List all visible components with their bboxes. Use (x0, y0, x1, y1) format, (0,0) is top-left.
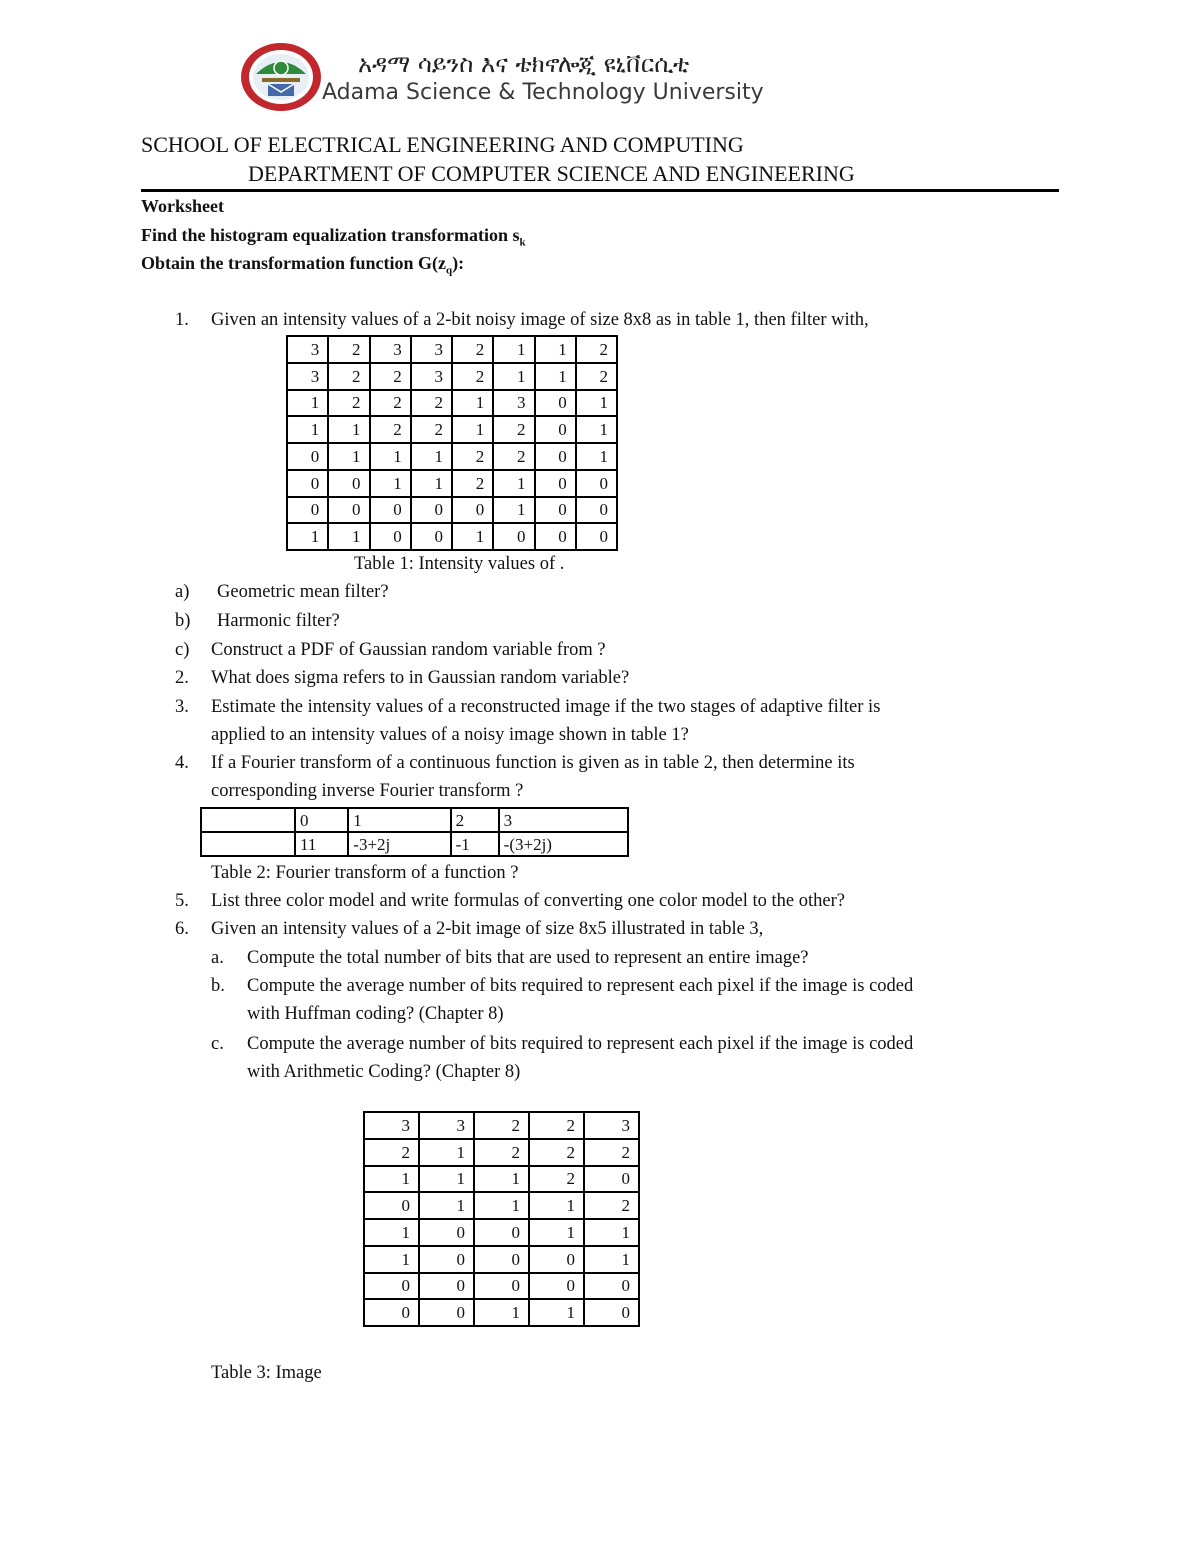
table-cell: 0 (370, 497, 411, 524)
table-cell: 3 (499, 808, 628, 832)
table-cell: 0 (529, 1246, 584, 1273)
table-3-caption: Table 3: Image (211, 1363, 322, 1383)
table-cell: 2 (451, 808, 499, 832)
table-cell: 2 (576, 363, 617, 390)
university-name-english: Adama Science & Technology University (322, 80, 764, 105)
table-cell: 2 (452, 336, 493, 363)
table-row (364, 1299, 639, 1326)
table-cell: 1 (452, 390, 493, 417)
table-cell: 2 (452, 363, 493, 390)
subquestion-a-text: Geometric mean filter? (217, 582, 389, 602)
table-cell: 1 (287, 390, 328, 417)
table-row (287, 443, 617, 470)
table-cell: 1 (370, 470, 411, 497)
question-1-text: Given an intensity values of a 2-bit noisy image of size 8x8 as in table 1, then filter with, (211, 310, 869, 330)
table-cell: 3 (370, 336, 411, 363)
table-cell: 1 (493, 336, 534, 363)
question-6-text: Given an intensity values of a 2-bit image of size 8x5 illustrated in table 3, (211, 919, 764, 939)
table-cell: 0 (576, 470, 617, 497)
table-cell: 2 (452, 470, 493, 497)
table-cell: 2 (328, 390, 369, 417)
table-cell: 2 (328, 363, 369, 390)
table-cell: 0 (370, 523, 411, 550)
table-row (364, 1112, 639, 1139)
table-cell: 0 (419, 1246, 474, 1273)
table-cell: 0 (364, 1192, 419, 1219)
table-cell: 0 (411, 497, 452, 524)
table-cell: 1 (474, 1166, 529, 1193)
table-cell: 1 (287, 523, 328, 550)
school-title: SCHOOL OF ELECTRICAL ENGINEERING AND COMPUTING (141, 132, 744, 157)
table-cell: 1 (419, 1192, 474, 1219)
university-logo (240, 42, 322, 112)
table-row (364, 1166, 639, 1193)
table-cell: 3 (364, 1112, 419, 1139)
table-2-caption: Table 2: Fourier transform of a function ? (211, 863, 519, 883)
table-cell: -(3+2j) (499, 832, 628, 856)
question-3-line-2: applied to an intensity values of a noisy image shown in table 1? (211, 725, 689, 745)
table-cell: 0 (493, 523, 534, 550)
table-cell: 1 (452, 523, 493, 550)
table-cell: 1 (452, 416, 493, 443)
table-cell: 3 (411, 336, 452, 363)
question-6b-line-1: Compute the average number of bits required to represent each pixel if the image is coded (247, 976, 914, 996)
table-cell: 0 (419, 1299, 474, 1326)
table-cell: 1 (364, 1246, 419, 1273)
table-cell: 0 (535, 470, 576, 497)
table-cell: 1 (493, 497, 534, 524)
table-row (201, 832, 628, 856)
table-cell: 2 (493, 443, 534, 470)
table-cell: 1 (474, 1299, 529, 1326)
table-cell (201, 808, 295, 832)
table-row (364, 1139, 639, 1166)
question-6c-line-2: with Arithmetic Coding? (Chapter 8) (247, 1062, 521, 1082)
worksheet-heading: Worksheet (141, 196, 224, 216)
table-cell: 3 (584, 1112, 639, 1139)
table-cell: 2 (584, 1192, 639, 1219)
table-cell: 0 (535, 443, 576, 470)
table-cell: 2 (370, 363, 411, 390)
table-cell: 0 (452, 497, 493, 524)
table-cell: 2 (328, 336, 369, 363)
table-cell: 1 (529, 1299, 584, 1326)
subquestion-c-text: Construct a PDF of Gaussian random variable from ? (211, 640, 606, 660)
table-cell: 0 (576, 523, 617, 550)
table-cell: 0 (287, 470, 328, 497)
table-cell: 0 (287, 443, 328, 470)
table-cell: 2 (474, 1112, 529, 1139)
table-cell: 1 (328, 416, 369, 443)
table-cell: 1 (529, 1219, 584, 1246)
subquestion-label: b) (175, 611, 191, 631)
question-2-text: What does sigma refers to in Gaussian random variable? (211, 668, 630, 688)
table-cell: 0 (328, 497, 369, 524)
table-cell: 0 (535, 497, 576, 524)
table-cell: 1 (328, 443, 369, 470)
table-cell: 0 (535, 416, 576, 443)
table-cell: 1 (535, 363, 576, 390)
table-cell: 1 (411, 470, 452, 497)
table-1-caption: Table 1: Intensity values of . (354, 554, 565, 574)
table-row (287, 523, 617, 550)
table-cell: 2 (370, 416, 411, 443)
table-cell: 3 (419, 1112, 474, 1139)
question-6a-text: Compute the total number of bits that are used to represent an entire image? (247, 948, 809, 968)
subquestion-label: b. (211, 976, 225, 996)
question-6b-line-2: with Huffman coding? (Chapter 8) (247, 1004, 504, 1024)
table-cell: 11 (295, 832, 348, 856)
table-cell: 0 (576, 497, 617, 524)
table-cell: 2 (529, 1112, 584, 1139)
table-row (287, 497, 617, 524)
table-cell: 3 (493, 390, 534, 417)
question-number: 4. (175, 753, 189, 773)
department-title: DEPARTMENT OF COMPUTER SCIENCE AND ENGINEERING (248, 161, 855, 186)
table-row (287, 470, 617, 497)
table-cell: 1 (584, 1219, 639, 1246)
table-row (364, 1192, 639, 1219)
subquestion-label: c. (211, 1034, 224, 1054)
table-row (287, 363, 617, 390)
table-cell: 2 (474, 1139, 529, 1166)
table-cell: 1 (419, 1139, 474, 1166)
table-row (364, 1246, 639, 1273)
instruction-histogram: Find the histogram equalization transformation $s_k$ (141, 225, 526, 249)
table-row (287, 390, 617, 417)
table-cell (201, 832, 295, 856)
question-3-line-1: Estimate the intensity values of a reconstructed image if the two stages of adaptive filter is (211, 697, 881, 717)
table-cell: 1 (529, 1192, 584, 1219)
table-1 (286, 335, 618, 551)
instruction-transformation: Obtain the transformation function $G(z_q)$: (141, 253, 465, 277)
table-cell: 0 (535, 523, 576, 550)
table-cell: 2 (364, 1139, 419, 1166)
table-cell: 3 (287, 363, 328, 390)
question-number: 6. (175, 919, 189, 939)
table-cell: 1 (287, 416, 328, 443)
table-cell: 3 (287, 336, 328, 363)
question-number: 1. (175, 310, 189, 330)
table-cell: 1 (419, 1166, 474, 1193)
question-number: 5. (175, 891, 189, 911)
table-row (201, 808, 628, 832)
table-cell: 1 (411, 443, 452, 470)
table-cell: 2 (529, 1166, 584, 1193)
table-cell: 0 (535, 390, 576, 417)
table-cell: 1 (576, 390, 617, 417)
table-cell: 0 (584, 1299, 639, 1326)
table-cell: 1 (370, 443, 411, 470)
table-cell: 2 (584, 1139, 639, 1166)
table-cell: 1 (364, 1219, 419, 1246)
table-cell: 0 (364, 1273, 419, 1300)
table-cell: 0 (295, 808, 348, 832)
table-cell: 0 (529, 1273, 584, 1300)
table-cell: 0 (364, 1299, 419, 1326)
table-cell: 2 (411, 416, 452, 443)
table-cell: 0 (584, 1166, 639, 1193)
table-cell: -1 (451, 832, 499, 856)
table-cell: 0 (474, 1219, 529, 1246)
table-cell: 3 (411, 363, 452, 390)
table-cell: 1 (328, 523, 369, 550)
table-cell: 2 (493, 416, 534, 443)
table-cell: 1 (474, 1192, 529, 1219)
table-cell: 2 (452, 443, 493, 470)
question-4-line-2: corresponding inverse Fourier transform ? (211, 781, 524, 801)
table-row (364, 1219, 639, 1246)
subquestion-label: a. (211, 948, 224, 968)
header-divider (141, 189, 1059, 192)
table-cell: 1 (576, 416, 617, 443)
table-cell: 1 (576, 443, 617, 470)
table-cell: 2 (529, 1139, 584, 1166)
question-6c-line-1: Compute the average number of bits required to represent each pixel if the image is coded (247, 1034, 914, 1054)
table-cell: 1 (535, 336, 576, 363)
question-number: 2. (175, 668, 189, 688)
subquestion-b-text: Harmonic filter? (217, 611, 340, 631)
table-2 (200, 807, 629, 857)
table-cell: 0 (584, 1273, 639, 1300)
table-cell: 1 (348, 808, 450, 832)
question-4-line-1: If a Fourier transform of a continuous function is given as in table 2, then determine its (211, 753, 855, 773)
subquestion-label: c) (175, 640, 190, 660)
table-cell: 2 (576, 336, 617, 363)
table-cell: -3+2j (348, 832, 450, 856)
table-cell: 2 (370, 390, 411, 417)
table-row (287, 416, 617, 443)
table-cell: 1 (493, 470, 534, 497)
table-cell: 0 (328, 470, 369, 497)
table-cell: 0 (287, 497, 328, 524)
question-5-text: List three color model and write formulas of converting one color model to the other? (211, 891, 845, 911)
table-cell: 1 (493, 363, 534, 390)
table-cell: 0 (419, 1219, 474, 1246)
table-cell: 0 (419, 1273, 474, 1300)
table-cell: 1 (364, 1166, 419, 1193)
subquestion-label: a) (175, 582, 190, 602)
table-row (287, 336, 617, 363)
university-name-amharic: አዳማ ሳይንስ እና ቴክኖሎጂ ዩኒቨርሲቲ (358, 50, 690, 78)
table-cell: 2 (411, 390, 452, 417)
table-cell: 0 (411, 523, 452, 550)
table-cell: 0 (474, 1246, 529, 1273)
table-3 (363, 1111, 640, 1327)
table-row (364, 1273, 639, 1300)
question-number: 3. (175, 697, 189, 717)
table-cell: 0 (474, 1273, 529, 1300)
table-cell: 1 (584, 1246, 639, 1273)
